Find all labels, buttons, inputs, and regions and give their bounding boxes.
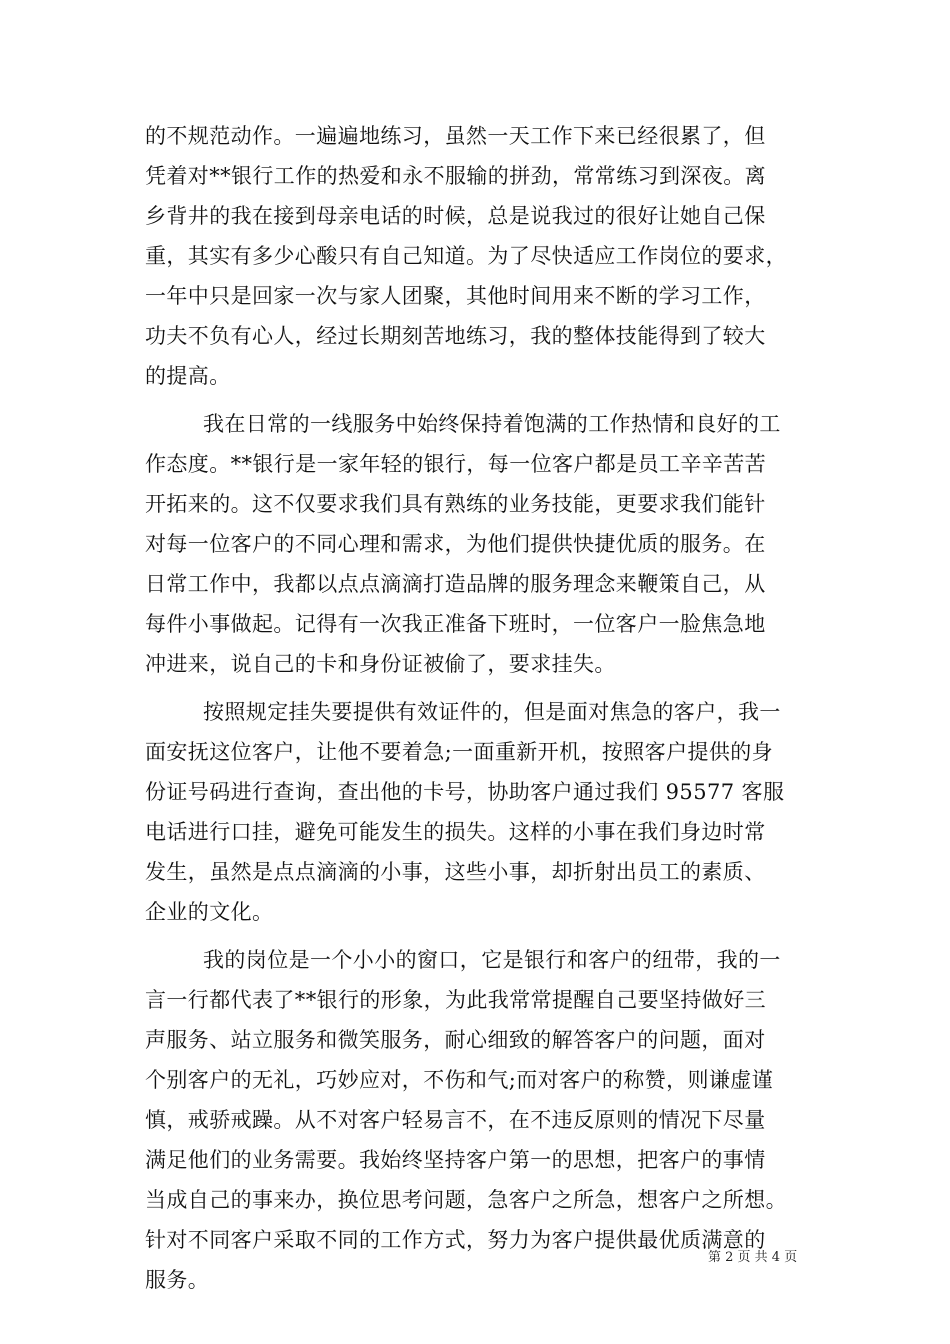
text-line: 乡背井的我在接到母亲电话的时候，总是说我过的很好让她自己保 <box>145 204 766 228</box>
text-line: 面安抚这位客户，让他不要着急;一面重新开机，按照客户提供的身 <box>145 740 774 764</box>
document-body <box>145 116 807 1308</box>
text-line: 电话进行口挂，避免可能发生的损失。这样的小事在我们身边时常 <box>145 820 766 844</box>
text-line: 个别客户的无礼，巧妙应对，不伤和气;而对客户的称赞，则谦虚谨 <box>145 1068 774 1092</box>
text-line: 满足他们的业务需要。我始终坚持客户第一的思想，把客户的事情 <box>145 1148 766 1172</box>
text-line: 慎，戒骄戒躁。从不对客户轻易言不，在不违反原则的情况下尽量 <box>145 1108 766 1132</box>
text-line: 我的岗位是一个小小的窗口，它是银行和客户的纽带，我的一 <box>203 948 781 972</box>
text-line: 对每一位客户的不同心理和需求，为他们提供快捷优质的服务。在 <box>145 532 766 556</box>
text-line: 我在日常的一线服务中始终保持着饱满的工作热情和良好的工 <box>203 412 781 436</box>
text-line: 开拓来的。这不仅要求我们具有熟练的业务技能，更要求我们能针 <box>145 492 766 516</box>
paragraph-1 <box>145 116 807 396</box>
text-line: 作态度。**银行是一家年轻的银行，每一位客户都是员工辛辛苦苦 <box>145 452 766 476</box>
text-line: 每件小事做起。记得有一次我正准备下班时，一位客户一脸焦急地 <box>145 612 766 636</box>
text-line: 份证号码进行查询，查出他的卡号，协助客户通过我们 95577 客服 <box>145 780 785 804</box>
text-line: 当成自己的事来办，换位思考问题，急客户之所急，想客户之所想。 <box>145 1188 787 1212</box>
text-line: 声服务、站立服务和微笑服务，耐心细致的解答客户的问题，面对 <box>145 1028 766 1052</box>
text-line: 冲进来，说自己的卡和身份证被偷了，要求挂失。 <box>145 652 616 676</box>
text-line: 的提高。 <box>145 364 231 388</box>
text-line: 凭着对**银行工作的热爱和永不服输的拼劲，常常练习到深夜。离 <box>145 164 766 188</box>
text-line: 的不规范动作。一遍遍地练习，虽然一天工作下来已经很累了，但 <box>145 124 766 148</box>
text-line: 企业的文化。 <box>145 900 274 924</box>
text-line: 一年中只是回家一次与家人团聚，其他时间用来不断的学习工作， <box>145 284 766 308</box>
page-number: 第 2 页 共 4 页 <box>708 1250 798 1265</box>
paragraph-3 <box>145 692 807 932</box>
text-line: 按照规定挂失要提供有效证件的，但是面对焦急的客户，我一 <box>203 700 781 724</box>
text-line: 日常工作中，我都以点点滴滴打造品牌的服务理念来鞭策自己，从 <box>145 572 766 596</box>
text-line: 功夫不负有心人，经过长期刻苦地练习，我的整体技能得到了较大 <box>145 324 766 348</box>
text-line: 重，其实有多少心酸只有自己知道。为了尽快适应工作岗位的要求， <box>145 244 787 268</box>
text-line: 发生，虽然是点点滴滴的小事，这些小事，却折射出员工的素质、 <box>145 860 766 884</box>
text-line: 服务。 <box>145 1268 210 1292</box>
text-line: 针对不同客户采取不同的工作方式，努力为客户提供最优质满意的 <box>145 1228 766 1252</box>
paragraph-2 <box>145 404 807 684</box>
paragraph-4 <box>145 940 807 1300</box>
text-line: 言一行都代表了**银行的形象，为此我常常提醒自己要坚持做好三 <box>145 988 766 1012</box>
